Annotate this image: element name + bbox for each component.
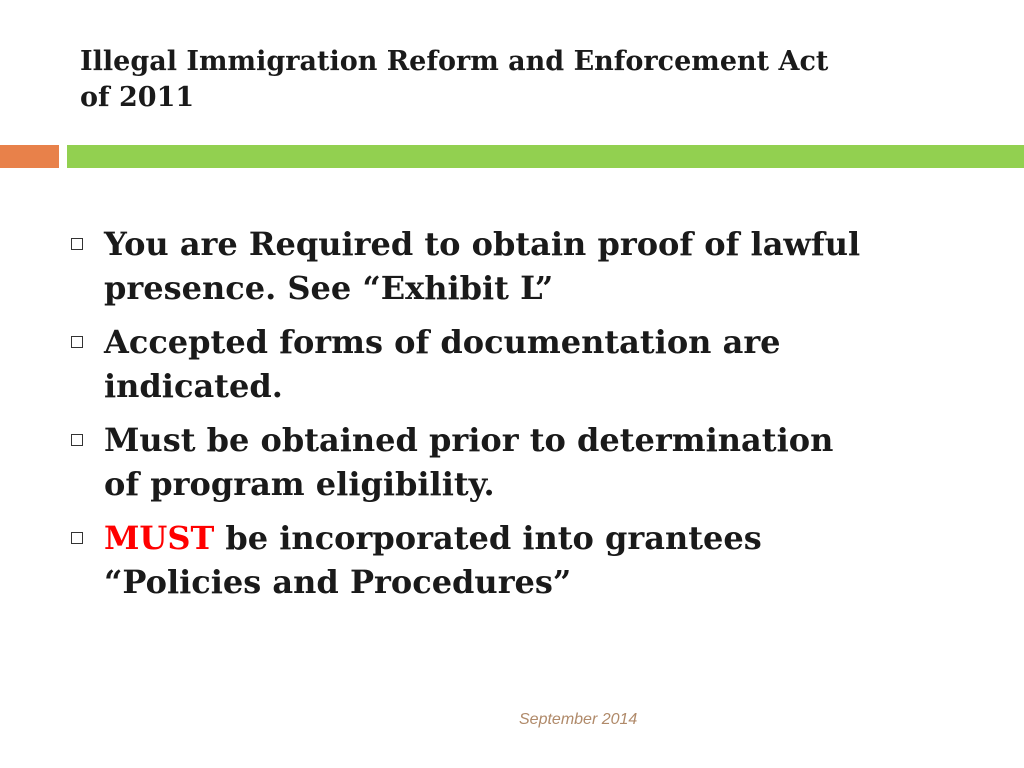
footer-date: September 2014: [519, 711, 638, 728]
hollow-square-bullet-icon: [71, 434, 83, 446]
bullet-text: Accepted forms of documentation are: [104, 323, 781, 361]
accent-bar-green: [67, 145, 1024, 168]
bullet-text: indicated.: [104, 367, 283, 405]
accent-bar-orange: [0, 145, 59, 168]
bullet-text: of program eligibility.: [104, 465, 495, 503]
bullet-text: Must be obtained prior to determination: [104, 421, 834, 459]
bullet-item: [68, 222, 1018, 310]
bullet-text-line: [104, 516, 1018, 560]
slide-title-line: of 2011: [80, 82, 195, 113]
bullet-item: [68, 516, 1018, 604]
slide-title-line: Illegal Immigration Reform and Enforcement Act: [80, 46, 829, 77]
emphasis-text: MUST: [104, 519, 215, 557]
bullet-item: [68, 418, 1018, 506]
hollow-square-bullet-icon: [71, 336, 83, 348]
bullet-text: “Policies and Procedures”: [104, 563, 572, 601]
bullet-item: [68, 320, 1018, 408]
hollow-square-bullet-icon: [71, 532, 83, 544]
bullet-list: [68, 222, 1018, 614]
bullet-text: You are Required to obtain proof of lawful: [104, 225, 861, 263]
bullet-text: presence. See “Exhibit L”: [104, 269, 554, 307]
hollow-square-bullet-icon: [71, 238, 83, 250]
slide-title: [80, 44, 980, 116]
bullet-text: be incorporated into grantees: [214, 519, 762, 557]
